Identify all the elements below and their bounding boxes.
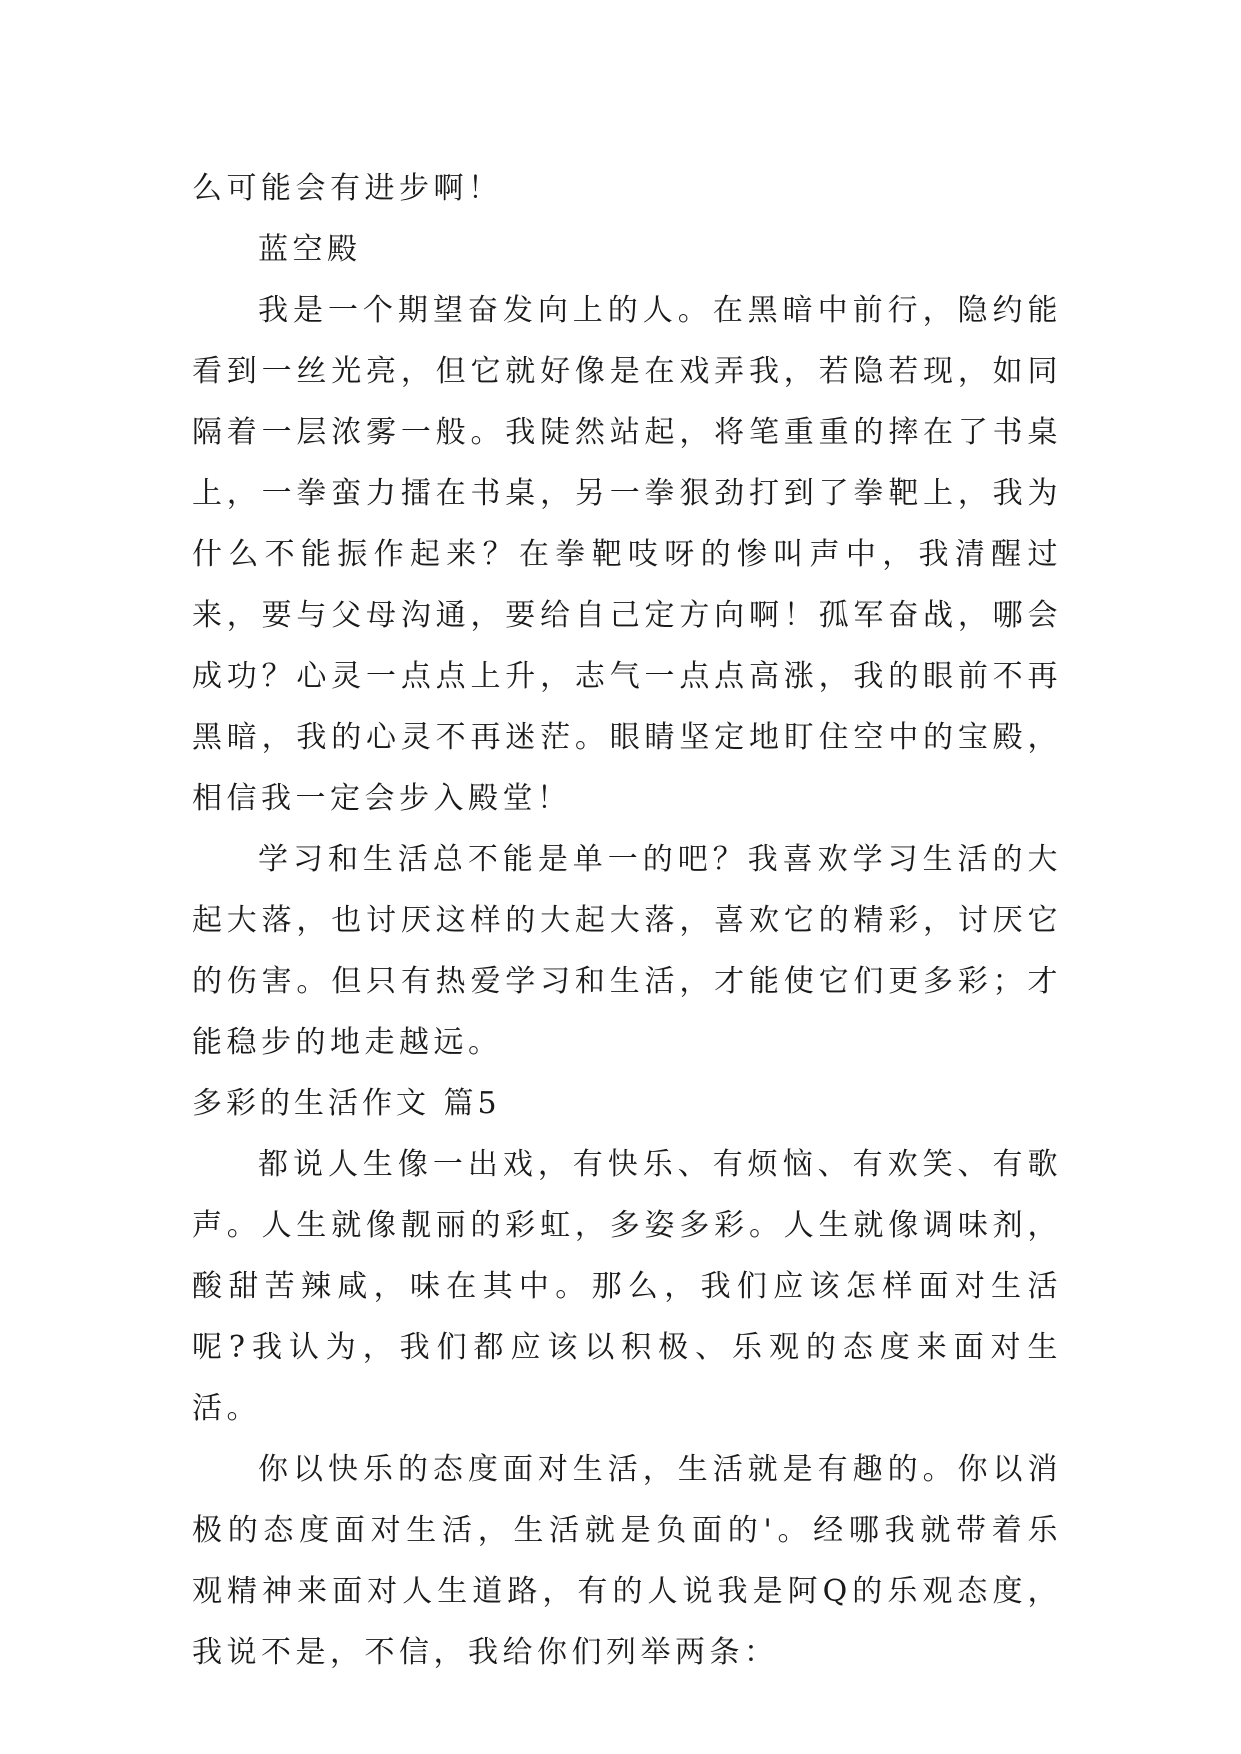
section-title: 多彩的生活作文 篇5	[192, 1086, 501, 1121]
paragraph: 我是一个期望奋发向上的人。在黑暗中前行，隐约能看到一丝光亮，但它就好像是在戏弄我，若隐若现，如同隔着一层浓雾一般。我陡然站起，将笔重重的摔在了书桌上，一拳蛮力擂在书桌，另一拳狠劲打到了拳靶上，我为什么不能振作起来？在拳靶吱呀的惨叫声中，我清醒过来，要与父母沟通，要给自己定方向啊！孤军奋战，哪会成功？心灵一点点上升，志气一点点高涨，我的眼前不再黑暗，我的心灵不再迷茫。眼睛坚定地盯住空中的宝殿，相信我一定会步入殿堂！	[192, 293, 1062, 816]
document-page	[192, 158, 1062, 1683]
continuation-text: 么可能会有进步啊！	[192, 171, 503, 206]
paragraph: 学习和生活总不能是单一的吧？我喜欢学习生活的大起大落，也讨厌这样的大起大落，喜欢它的精彩，讨厌它的伤害。但只有热爱学习和生活，才能使它们更多彩；才能稳步的地走越远。	[192, 842, 1062, 1060]
subtitle: 蓝空殿	[258, 232, 362, 267]
paragraph: 你以快乐的态度面对生活，生活就是有趣的。你以消极的态度面对生活，生活就是负面的'。经哪我就带着乐观精神来面对人生道路，有的人说我是阿Q的乐观态度，我说不是，不信，我给你们列举两条：	[192, 1452, 1062, 1670]
paragraph: 都说人生像一出戏，有快乐、有烦恼、有欢笑、有歌声。人生就像靓丽的彩虹，多姿多彩。人生就像调味剂，酸甜苦辣咸，味在其中。那么，我们应该怎样面对生活呢?我认为，我们都应该以积极、乐观的态度来面对生活。	[192, 1147, 1062, 1426]
